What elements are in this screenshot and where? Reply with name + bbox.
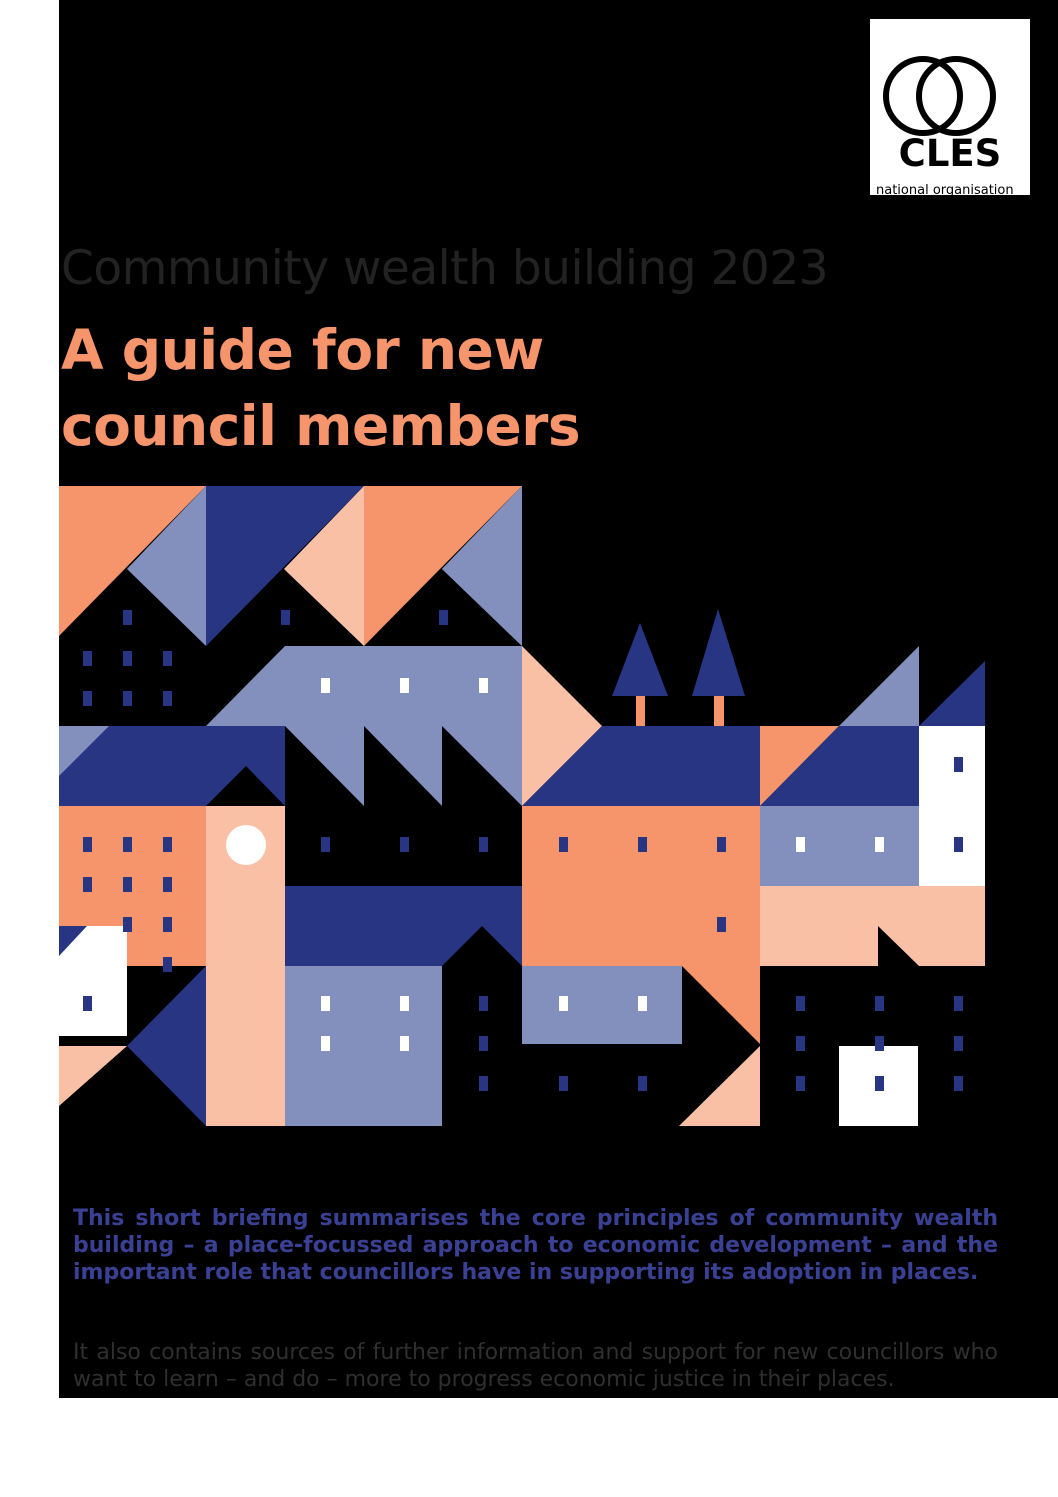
- cles-logo: [870, 19, 1030, 214]
- cover-title-line2: council members: [61, 394, 581, 458]
- cover-title-line1: A guide for new: [61, 318, 544, 382]
- logo-name: CLES: [898, 132, 1002, 175]
- logo-tagline-line2: for local economies: [876, 199, 1003, 214]
- cover-title: [61, 312, 580, 464]
- rings-icon: [883, 44, 1017, 134]
- logo-tagline: [876, 183, 1014, 215]
- logo-tagline-line1: national organisation: [876, 183, 1014, 198]
- intro-body: It also contains sources of further information and support for new councillors who want to learn – and do – more to progress economic justice in their places.: [73, 1340, 998, 1392]
- town-buildings-illustration: [59, 486, 989, 1126]
- intro-lead: This short briefing summarises the core principles of community wealth building – a place-focussed approach to economic development – and the important role that councillors have in supporting its adoption in places.: [73, 1206, 998, 1285]
- cover-kicker: Community wealth building 2023: [61, 241, 829, 296]
